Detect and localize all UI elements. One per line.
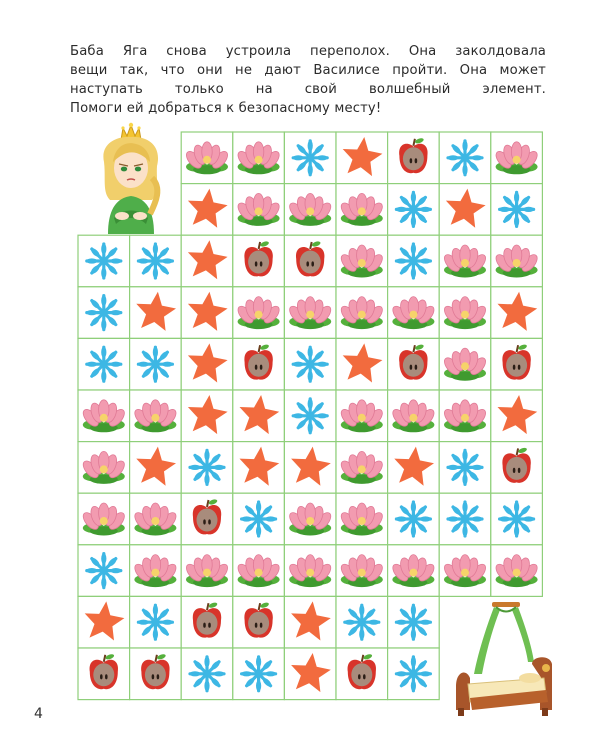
snowflake-icon xyxy=(293,398,328,433)
maze-cell[interactable] xyxy=(439,184,491,236)
snowflake-icon xyxy=(86,244,121,279)
maze-cell[interactable] xyxy=(388,287,440,339)
maze-cell[interactable] xyxy=(78,493,130,545)
snowflake-icon xyxy=(241,656,276,691)
maze-cell[interactable] xyxy=(388,545,440,597)
maze-cell[interactable] xyxy=(233,596,285,648)
snowflake-icon xyxy=(293,347,328,382)
maze-cell[interactable] xyxy=(388,648,440,700)
snowflake-icon xyxy=(86,295,121,330)
snowflake-icon xyxy=(396,605,431,640)
maze-cell[interactable] xyxy=(284,442,336,494)
maze-cell[interactable] xyxy=(130,545,182,597)
snowflake-icon xyxy=(190,450,225,485)
snowflake-icon xyxy=(396,192,431,227)
maze-cell[interactable] xyxy=(130,390,182,442)
maze-cell[interactable] xyxy=(78,545,130,597)
maze-cell[interactable] xyxy=(130,442,182,494)
snowflake-icon xyxy=(241,502,276,537)
maze-cell[interactable] xyxy=(181,493,233,545)
snowflake-icon xyxy=(448,502,483,537)
maze-cell[interactable] xyxy=(130,596,182,648)
canopy-icon xyxy=(474,602,534,674)
bed-illustration xyxy=(448,598,566,720)
snowflake-icon xyxy=(499,192,534,227)
maze-cell[interactable] xyxy=(388,338,440,390)
maze-cell[interactable] xyxy=(439,442,491,494)
maze-cell[interactable] xyxy=(233,184,285,236)
instruction-line: Баба Яга снова устроила переполох. Она заколдовала xyxy=(70,44,546,59)
maze-cell[interactable] xyxy=(233,132,285,184)
maze-cell[interactable] xyxy=(78,648,130,700)
maze-cell[interactable] xyxy=(130,235,182,287)
maze-cell[interactable] xyxy=(78,390,130,442)
maze-cell[interactable] xyxy=(491,545,543,597)
snowflake-icon xyxy=(190,656,225,691)
maze-cell[interactable] xyxy=(181,648,233,700)
maze-cell[interactable] xyxy=(336,545,388,597)
maze-cell[interactable] xyxy=(388,596,440,648)
maze-cell[interactable] xyxy=(284,545,336,597)
maze-cell[interactable] xyxy=(181,184,233,236)
maze-cell[interactable] xyxy=(336,235,388,287)
maze-cell[interactable] xyxy=(181,545,233,597)
instruction-line: наступать только на свой волшебный элемент. xyxy=(70,82,546,97)
maze-cell[interactable] xyxy=(336,648,388,700)
maze-cell[interactable] xyxy=(181,132,233,184)
snowflake-icon xyxy=(396,244,431,279)
maze-cell[interactable] xyxy=(491,235,543,287)
princess-illustration xyxy=(90,122,172,234)
maze-cell[interactable] xyxy=(491,338,543,390)
page-number: 4 xyxy=(34,706,43,722)
maze-cell[interactable] xyxy=(491,184,543,236)
maze-cell[interactable] xyxy=(336,596,388,648)
snowflake-icon xyxy=(138,244,173,279)
snowflake-icon xyxy=(86,553,121,588)
maze-cell[interactable] xyxy=(336,493,388,545)
maze-cell[interactable] xyxy=(336,390,388,442)
maze-cell[interactable] xyxy=(439,493,491,545)
maze-cell[interactable] xyxy=(78,235,130,287)
maze-cell[interactable] xyxy=(181,390,233,442)
snowflake-icon xyxy=(293,140,328,175)
instruction-line: Помоги ей добраться к безопасному месту! xyxy=(70,101,382,116)
maze-cell[interactable] xyxy=(439,390,491,442)
maze-cell[interactable] xyxy=(181,338,233,390)
snowflake-icon xyxy=(396,502,431,537)
maze-cell[interactable] xyxy=(130,287,182,339)
maze-cell[interactable] xyxy=(388,235,440,287)
maze-cell[interactable] xyxy=(284,184,336,236)
maze-cell[interactable] xyxy=(439,287,491,339)
maze-cell[interactable] xyxy=(336,338,388,390)
maze-cell[interactable] xyxy=(130,648,182,700)
maze-cell[interactable] xyxy=(284,493,336,545)
maze-cell[interactable] xyxy=(181,596,233,648)
maze-cell[interactable] xyxy=(388,184,440,236)
maze-cell[interactable] xyxy=(233,545,285,597)
maze-cell[interactable] xyxy=(181,287,233,339)
maze-cell[interactable] xyxy=(181,442,233,494)
maze-cell[interactable] xyxy=(130,338,182,390)
snowflake-icon xyxy=(448,450,483,485)
maze-cell[interactable] xyxy=(439,338,491,390)
snowflake-icon xyxy=(499,502,534,537)
maze-cell[interactable] xyxy=(336,132,388,184)
maze-cell[interactable] xyxy=(233,390,285,442)
maze-cell[interactable] xyxy=(130,493,182,545)
snowflake-icon xyxy=(138,347,173,382)
maze-cell[interactable] xyxy=(78,596,130,648)
maze-cell[interactable] xyxy=(439,132,491,184)
maze-cell[interactable] xyxy=(491,132,543,184)
maze-cell[interactable] xyxy=(78,287,130,339)
maze-cell[interactable] xyxy=(336,184,388,236)
snowflake-icon xyxy=(448,140,483,175)
maze-cell[interactable] xyxy=(336,442,388,494)
instruction-line: вещи так, что они не дают Василисе пройти. Она может xyxy=(70,63,546,78)
maze-cell[interactable] xyxy=(439,235,491,287)
maze-cell[interactable] xyxy=(284,235,336,287)
maze-cell[interactable] xyxy=(284,596,336,648)
maze-cell[interactable] xyxy=(491,442,543,494)
snowflake-icon xyxy=(396,656,431,691)
maze-cell[interactable] xyxy=(78,338,130,390)
maze-cell[interactable] xyxy=(284,648,336,700)
maze-cell[interactable] xyxy=(78,442,130,494)
maze-cell[interactable] xyxy=(233,287,285,339)
maze-cell[interactable] xyxy=(233,442,285,494)
maze-cell[interactable] xyxy=(336,287,388,339)
snowflake-icon xyxy=(138,605,173,640)
maze-cell[interactable] xyxy=(491,390,543,442)
maze-cell[interactable] xyxy=(284,390,336,442)
maze-cell[interactable] xyxy=(491,287,543,339)
maze-cell[interactable] xyxy=(491,493,543,545)
snowflake-icon xyxy=(344,605,379,640)
maze-cell[interactable] xyxy=(233,648,285,700)
maze-cell[interactable] xyxy=(388,442,440,494)
maze-cell[interactable] xyxy=(233,338,285,390)
snowflake-icon xyxy=(86,347,121,382)
maze-cell[interactable] xyxy=(233,235,285,287)
maze-cell[interactable] xyxy=(284,338,336,390)
maze-cell[interactable] xyxy=(439,545,491,597)
maze-cell[interactable] xyxy=(388,132,440,184)
maze-cell[interactable] xyxy=(233,493,285,545)
maze-cell[interactable] xyxy=(181,235,233,287)
maze-cell[interactable] xyxy=(284,287,336,339)
maze-cell[interactable] xyxy=(388,493,440,545)
maze-cell[interactable] xyxy=(388,390,440,442)
maze-cell[interactable] xyxy=(284,132,336,184)
